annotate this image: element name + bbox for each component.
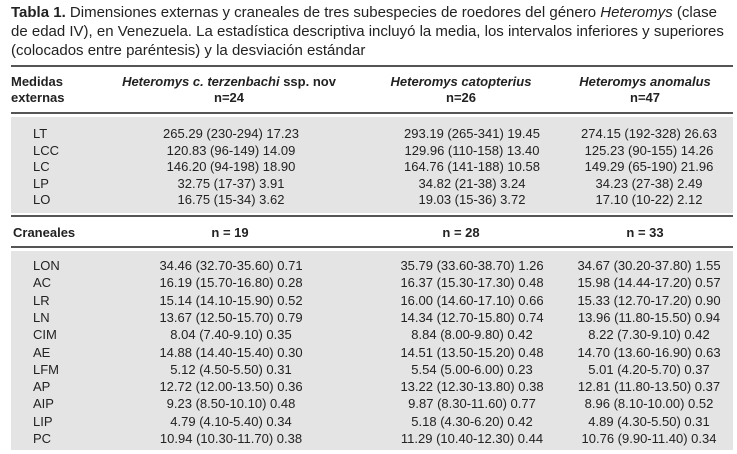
cell-terzenbachi: 13.67 (12.50-15.70) 0.79: [159, 309, 303, 325]
row-label: LO: [33, 192, 51, 207]
row-label: CIM: [33, 327, 57, 343]
cell-anomalus: 149.29 (65-190) 21.96: [584, 159, 714, 174]
caption-genus: Heteromys: [600, 4, 673, 21]
header-anomalus-n: n=47: [630, 90, 660, 105]
row-label: LC: [33, 159, 50, 174]
table-row: [11, 258, 733, 273]
cell-terzenbachi: 14.88 (14.40-15.40) 0.30: [159, 344, 303, 360]
cell-terzenbachi: 34.46 (32.70-35.60) 0.71: [159, 258, 303, 273]
row-label: PC: [33, 431, 52, 446]
header-rule: [11, 112, 733, 114]
cell-terzenbachi: 15.14 (14.10-15.90) 0.52: [159, 292, 303, 308]
cell-catopterius: 34.82 (21-38) 3.24: [418, 175, 526, 191]
cell-catopterius: 293.19 (265-341) 19.45: [404, 126, 540, 141]
table-row: [11, 379, 733, 394]
cell-anomalus: 12.81 (11.80-13.50) 0.37: [577, 379, 721, 395]
cell-catopterius: 14.51 (13.50-15.20) 0.48: [400, 344, 544, 360]
table-row: [11, 345, 733, 360]
cell-anomalus: 10.76 (9.90-11.40) 0.34: [581, 431, 717, 446]
cell-terzenbachi: 120.83 (96-149) 14.09: [166, 142, 296, 158]
row-label: LP: [33, 175, 49, 191]
cell-anomalus: 14.70 (13.60-16.90) 0.63: [577, 344, 721, 360]
cell-anomalus: 8.96 (8.10-10.00) 0.52: [584, 396, 714, 412]
header-catopterius-n: n=26: [446, 90, 476, 105]
row-label: LN: [33, 309, 50, 325]
caption-text-1: Dimensiones externas y craneales de tres subespecies de roedores del género: [65, 4, 601, 21]
cell-catopterius: 16.00 (14.60-17.10) 0.66: [400, 292, 544, 308]
cell-catopterius: 19.03 (15-36) 3.72: [418, 192, 526, 207]
cell-catopterius: 8.84 (8.00-9.80) 0.42: [411, 327, 533, 343]
header-terzenbachi-n: n=24: [214, 90, 244, 105]
cell-catopterius: 5.18 (4.30-6.20) 0.42: [411, 413, 533, 429]
table-row: [11, 396, 733, 411]
cell-catopterius: 164.76 (141-188) 10.58: [404, 159, 540, 174]
table-row: [11, 176, 733, 191]
header-col-measures: [11, 74, 64, 106]
table-row: [11, 310, 733, 325]
cell-terzenbachi: 146.20 (94-198) 18.90: [166, 159, 296, 174]
cell-terzenbachi: 5.12 (4.50-5.50) 0.31: [170, 361, 292, 377]
cell-catopterius: 129.96 (110-158) 13.40: [404, 142, 540, 158]
table-caption: [11, 3, 731, 60]
cranial-header-rule: [11, 246, 733, 248]
cell-anomalus: 13.96 (11.80-15.50) 0.94: [577, 309, 721, 325]
row-label: AP: [33, 379, 51, 395]
table-row: [11, 192, 733, 207]
row-label: LCC: [33, 142, 60, 158]
cell-catopterius: 16.37 (15.30-17.30) 0.48: [400, 275, 544, 291]
top-rule: [11, 65, 733, 67]
row-label: AE: [33, 344, 51, 360]
cranial-n-terzenbachi: n = 19: [211, 225, 249, 240]
cell-terzenbachi: 12.72 (12.00-13.50) 0.36: [159, 379, 303, 395]
cranial-n-catopterius: n = 28: [442, 225, 480, 240]
header-anomalus-name: Heteromys anomalus: [579, 74, 711, 89]
header-col-terzenbachi: [100, 74, 358, 106]
cell-terzenbachi: 9.23 (8.50-10.10) 0.48: [166, 396, 296, 412]
row-label: AIP: [33, 396, 54, 412]
header-measures-line2: externas: [11, 90, 65, 105]
header-catopterius-name: Heteromys catopterius: [390, 74, 532, 89]
header-terzenbachi-suffix: ssp. nov: [279, 74, 336, 89]
cell-terzenbachi: 16.75 (15-34) 3.62: [177, 192, 285, 207]
cell-catopterius: 14.34 (12.70-15.80) 0.74: [400, 309, 544, 325]
cell-anomalus: 274.15 (192-328) 26.63: [581, 126, 717, 141]
table-row: [11, 362, 733, 377]
header-col-catopterius: [361, 74, 561, 106]
cell-terzenbachi: 16.19 (15.70-16.80) 0.28: [159, 275, 303, 291]
cell-anomalus: 4.89 (4.30-5.50) 0.31: [588, 413, 710, 429]
cell-anomalus: 15.33 (12.70-17.20) 0.90: [577, 292, 721, 308]
table-row: [11, 431, 733, 446]
cell-terzenbachi: 265.29 (230-294) 17.23: [163, 126, 299, 141]
cell-anomalus: 125.23 (90-155) 14.26: [584, 142, 714, 158]
table-row: [11, 275, 733, 290]
cell-terzenbachi: 32.75 (17-37) 3.91: [177, 175, 285, 191]
table-row: [11, 126, 733, 141]
row-label: LFM: [33, 361, 59, 377]
row-label: LT: [33, 126, 48, 141]
cell-terzenbachi: 10.94 (10.30-11.70) 0.38: [159, 431, 303, 446]
cell-anomalus: 8.22 (7.30-9.10) 0.42: [588, 327, 710, 343]
cranial-label: Craneales: [13, 225, 76, 240]
table-row: [11, 327, 733, 342]
cell-anomalus: 15.98 (14.44-17.20) 0.57: [577, 275, 721, 291]
cell-terzenbachi: 8.04 (7.40-9.10) 0.35: [170, 327, 292, 343]
header-terzenbachi-name: Heteromys c. terzenbachi: [122, 74, 280, 89]
row-label: LON: [33, 258, 60, 273]
table-row: [11, 143, 733, 158]
cell-catopterius: 5.54 (5.00-6.00) 0.23: [411, 361, 533, 377]
cell-anomalus: 34.23 (27-38) 2.49: [595, 175, 703, 191]
cranial-n-anomalus: n = 33: [626, 225, 664, 240]
row-label: AC: [33, 275, 52, 291]
header-col-anomalus: [560, 74, 730, 106]
caption-text-2: (clase de edad IV), en Venezuela. La estadística descriptiva incluyó la media, los intervalos inferiores y superiores (colocados entre paréntesis) y la desviación estándar: [11, 4, 724, 59]
cell-catopterius: 11.29 (10.40-12.30) 0.44: [400, 431, 544, 446]
table-row: [11, 414, 733, 429]
header-measures-line1: Medidas: [11, 74, 64, 89]
cell-anomalus: 17.10 (10-22) 2.12: [595, 192, 703, 207]
cell-catopterius: 13.22 (12.30-13.80) 0.38: [400, 379, 544, 395]
cell-catopterius: 9.87 (8.30-11.60) 0.77: [408, 396, 536, 412]
cell-anomalus: 5.01 (4.20-5.70) 0.37: [588, 361, 710, 377]
cell-terzenbachi: 4.79 (4.10-5.40) 0.34: [170, 413, 292, 429]
mid-rule: [11, 215, 733, 217]
row-label: LIP: [33, 413, 53, 429]
cell-catopterius: 35.79 (33.60-38.70) 1.26: [400, 258, 544, 273]
caption-lead: Tabla 1.: [11, 4, 66, 21]
table-row: [11, 293, 733, 308]
table-row: [11, 159, 733, 174]
row-label: LR: [33, 292, 50, 308]
cell-anomalus: 34.67 (30.20-37.80) 1.55: [577, 258, 721, 273]
